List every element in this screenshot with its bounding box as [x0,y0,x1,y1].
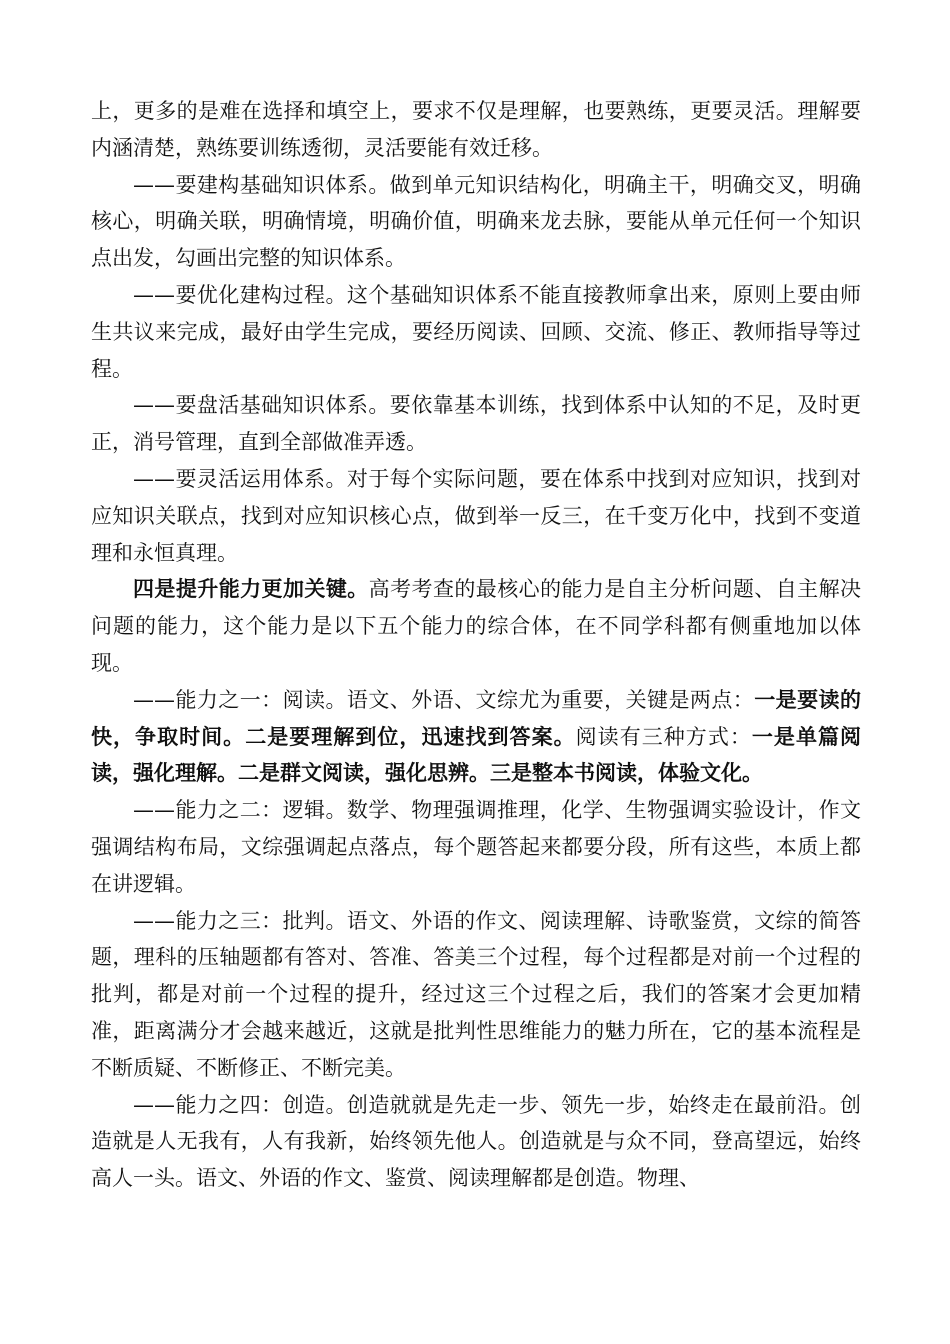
paragraph-ability-logic: ——能力之二：逻辑。数学、物理强调推理，化学、生物强调实验设计，作文强调结构布局，文综强调起点落点，每个题答起来都要分段，所有这些，本质上都在讲逻辑。 [91,798,861,896]
bold-text: 一是单篇阅读，强化理解。二是群文阅读，强化思辨。三是整本书阅读，体验文化。 [91,724,862,786]
paragraph-text: 阅读有三种方式： [575,724,752,749]
paragraph-text: ——能力之一：阅读。语文、外语、文综尤为重要，关键是两点： [133,687,755,712]
paragraph-activate-system: ——要盘活基础知识体系。要依靠基本训练，找到体系中认知的不足，及时更正，消号管理，直到全部做准弄透。 [91,393,861,455]
paragraph-apply-system: ——要灵活运用体系。对于每个实际问题，要在体系中找到对应知识，找到对应知识关联点，找到对应知识核心点，做到举一反三，在千变万化中，找到不变道理和永恒真理。 [91,466,861,565]
paragraph-ability-reading [91,682,861,792]
paragraph-knowledge-system: ——要建构基础知识体系。做到单元知识结构化，明确主干，明确交叉，明确核心，明确关联，明确情境，明确价值，明确来龙去脉，要能从单元任何一个知识点出发，勾画出完整的知识体系。 [91,172,861,271]
bold-text: 一是要读的快，争取时间。二是要理解到位，迅速找到答案。 [91,687,861,749]
paragraph-optimize-process: ——要优化建构过程。这个基础知识体系不能直接教师拿出来，原则上要由师生共议来完成，最好由学生完成，要经历阅读、回顾、交流、修正、教师指导等过程。 [91,282,861,381]
paragraph-ability-critique: ——能力之三：批判。语文、外语的作文、阅读理解、诗歌鉴赏，文综的简答题，理科的压轴题都有答对、答准、答美三个过程，每个过程都是对前一个过程的批判，都是对前一个过程的提升，经过这三个过程之后，我们的答案才会更加精准，距离满分才会越来越近，这就是批判性思维能力的魅力所在，它的基本流程是不断质疑、不断修正、不断完美。 [91,908,861,1080]
document-body [91,93,861,1197]
paragraph-text: 高考考查的最核心的能力是自主分析问题、自主解决问题的能力，这个能力是以下五个能力的综合体，在不同学科都有侧重地加以体现。 [91,577,862,675]
paragraph-ability-key [91,571,861,681]
section-heading-bold: 四是提升能力更加关键。 [133,577,369,602]
paragraph-continuation: 上，更多的是难在选择和填空上，要求不仅是理解，也要熟练，更要灵活。理解要内涵清楚，熟练要训练透彻，灵活要能有效迁移。 [91,99,861,160]
paragraph-ability-creation: ——能力之四：创造。创造就就是先走一步、领先一步，始终走在最前沿。创造就是人无我有，人有我新，始终领先他人。创造就是与众不同，登高望远，始终高人一头。语文、外语的作文、鉴赏、阅读理解都是创造。物理、 [91,1092,861,1191]
